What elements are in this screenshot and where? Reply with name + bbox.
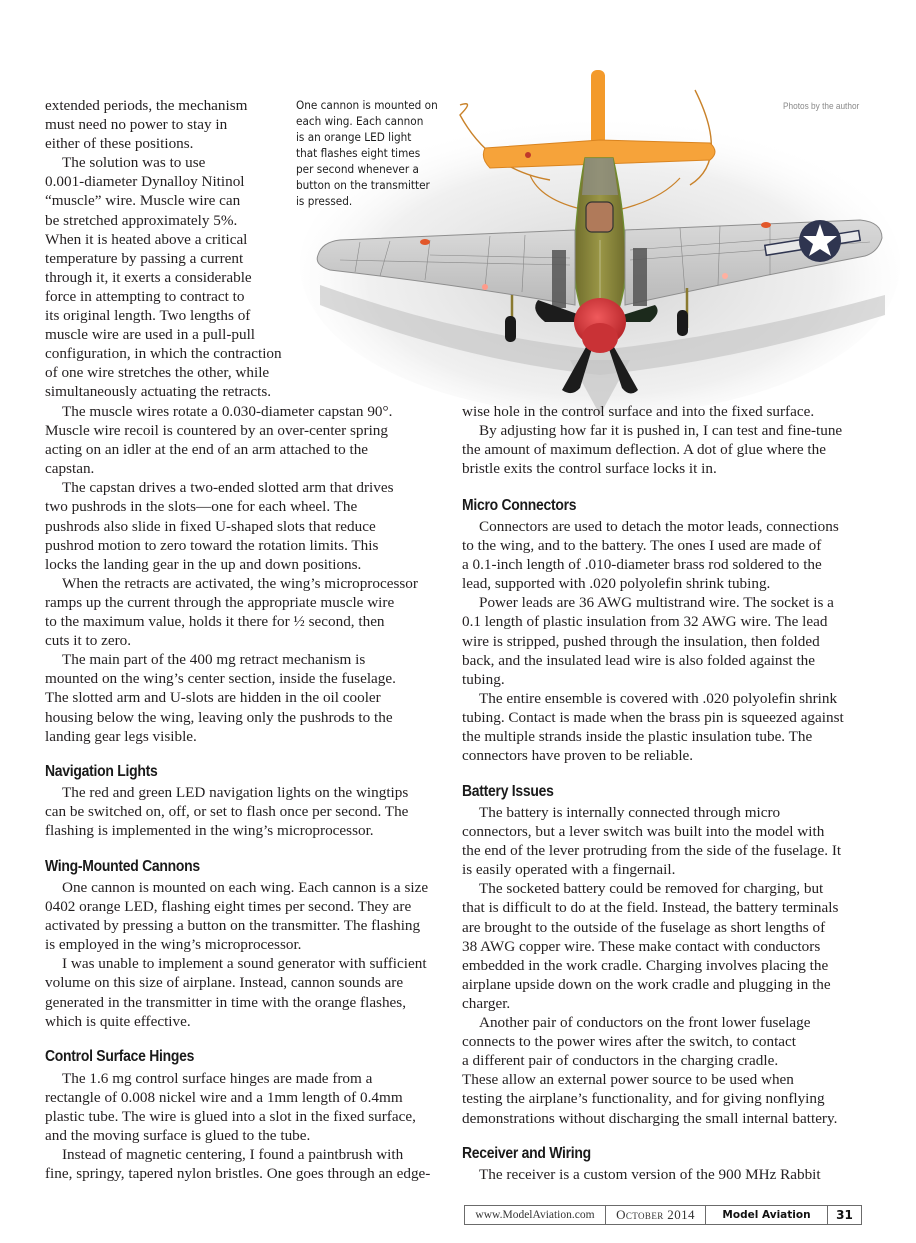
text-line: 0.1 length of plastic insulation from 32 AWG wire. The lead <box>462 613 828 631</box>
text-line: The 1.6 mg control surface hinges are made from a <box>62 1070 373 1087</box>
page-footer <box>464 1205 862 1225</box>
text-line: is easily operated with a fingernail. <box>462 861 676 879</box>
text-line: to the wing, and to the battery. The ones I used are made of <box>462 537 822 555</box>
text-line: When it is heated above a critical <box>45 230 248 248</box>
text-line: Power leads are 36 AWG multistrand wire. The socket is a <box>479 594 834 612</box>
text-line: The slotted arm and U-slots are hidden in the oil cooler <box>45 689 381 707</box>
text-line: generated in the transmitter in time with the orange flashes, <box>45 993 407 1011</box>
text-line: wire is stripped, pushed through the insulation, then folded <box>462 632 820 650</box>
text-line: a 0.1-inch length of .010-diameter brass rod soldered to the <box>462 556 822 574</box>
text-line: plastic tube. The wire is glued into a slot in the fixed surface, <box>45 1108 416 1126</box>
text-line: the end of the lever protruding from the side of the fuselage. It <box>462 842 842 860</box>
text-line: capstan. <box>45 460 95 478</box>
battery-issues-text <box>462 803 841 1128</box>
photo-credit: Photos by the author <box>783 101 860 111</box>
section-heading-receiver-and-wiring: Receiver and Wiring <box>462 1145 591 1162</box>
text-line: and the moving surface is glued to the tube. <box>45 1127 311 1145</box>
section-heading-micro-connectors: Micro Connectors <box>462 497 577 514</box>
text-line: must need no power to stay in <box>45 116 228 134</box>
text-line: tubing. Contact is made when the brass pin is squeezed against <box>462 708 844 726</box>
text-line: charger. <box>462 994 511 1012</box>
text-line: through it, it exerts a considerable <box>45 268 252 286</box>
right-wheel <box>677 310 688 336</box>
wing-cannons-text <box>45 878 428 1031</box>
retract-text <box>45 402 418 746</box>
footer-page-number: 31 <box>836 1208 853 1222</box>
cockpit-canopy <box>586 202 613 232</box>
footer-website-link[interactable]: www.ModelAviation.com <box>465 1206 606 1224</box>
left-wheel <box>505 316 516 342</box>
text-line: back, and the insulated lead wire is also folded against the <box>462 651 815 669</box>
text-line: The red and green LED navigation lights on the wingtips <box>62 784 409 801</box>
caption-line: each wing. Each cannon <box>296 114 424 128</box>
text-line: muscle wire are used in a pull-pull <box>45 326 256 344</box>
text-line: its original length. Two lengths of <box>45 307 251 325</box>
text-line: testing the airplane’s functionality, and for giving nonflying <box>462 1090 825 1108</box>
text-line: These allow an external power source to be used when <box>462 1071 794 1089</box>
text-line: activated by pressing a button on the transmitter. The flashing <box>45 917 421 935</box>
text-line: The entire ensemble is covered with .020 polyolefin shrink <box>479 689 838 707</box>
nav-light-left <box>482 284 488 290</box>
text-line: extended periods, the mechanism <box>45 97 248 114</box>
text-line: volume on this size of airplane. Instead, cannon sounds are <box>45 974 404 992</box>
text-line: two pushrods in the slots—one for each wheel. The <box>45 498 358 516</box>
text-line: Instead of magnetic centering, I found a paintbrush with <box>62 1146 404 1164</box>
text-line: connectors have proven to be reliable. <box>462 747 694 765</box>
caption-line: button on the transmitter <box>296 178 430 192</box>
text-line: One cannon is mounted on each wing. Each cannon is a size <box>62 879 429 896</box>
text-line: lead, supported with .020 polyolefin shrink tubing. <box>462 575 771 593</box>
cannon-led-left <box>420 239 430 245</box>
text-line: of one wire stretches the other, while <box>45 364 270 382</box>
text-line: By adjusting how far it is pushed in, I can test and fine-tune <box>479 422 843 440</box>
text-line: “muscle” wire. Muscle wire can <box>45 192 241 210</box>
text-line: connects to the power wires after the switch, to contact <box>462 1033 797 1051</box>
text-line: airplane upside down on the work cradle and plugging in the <box>462 975 831 993</box>
footer-magazine-name: Model Aviation <box>706 1206 828 1224</box>
text-line: rectangle of 0.008 nickel wire and a 1mm length of 0.4mm <box>45 1089 403 1107</box>
text-line: tubing. <box>462 670 505 688</box>
text-line: bristle exits the control surface locks it in. <box>462 460 717 478</box>
text-line: The capstan drives a two-ended slotted arm that drives <box>62 479 394 497</box>
hinges-text <box>45 1069 430 1184</box>
text-line: fine, springy, tapered nylon bristles. One goes through an edge- <box>45 1165 431 1183</box>
text-line: can be switched on, off, or set to flash once per second. The <box>45 803 409 821</box>
text-line: is employed in the wing’s microprocessor. <box>45 936 302 954</box>
text-line: ramps up the current through the appropriate muscle wire <box>45 593 395 611</box>
navigation-lights-text <box>45 783 408 840</box>
nav-light-right <box>722 273 728 279</box>
text-line: flashing is implemented in the wing’s microprocessor. <box>45 822 374 840</box>
text-line: I was unable to implement a sound generator with sufficient <box>62 955 427 973</box>
text-line: force in attempting to contract to <box>45 287 245 305</box>
section-heading-navigation-lights: Navigation Lights <box>45 763 158 780</box>
text-line: embedded in the work cradle. Charging involves placing the <box>462 956 829 974</box>
hinges-continued-text <box>462 402 842 478</box>
text-line: wise hole in the control surface and into the fixed surface. <box>462 403 815 420</box>
caption-line: that flashes eight times <box>296 146 421 160</box>
caption-line: One cannon is mounted on <box>296 98 438 112</box>
text-line: to the maximum value, holds it there for ½ second, then <box>45 613 385 631</box>
text-line: 38 AWG copper wire. These make contact with conductors <box>462 937 821 955</box>
text-line: The solution was to use <box>62 154 206 172</box>
text-line: a different pair of conductors in the charging cradle. <box>462 1052 779 1070</box>
text-line: temperature by passing a current <box>45 249 244 267</box>
text-line: When the retracts are activated, the wing’s microprocessor <box>62 574 418 592</box>
text-line: the amount of maximum deflection. A dot of glue where the <box>462 441 826 459</box>
text-line: landing gear legs visible. <box>45 727 197 745</box>
text-line: pushrods also slide in fixed U-shaped slots that reduce <box>45 517 376 535</box>
text-line: Connectors are used to detach the motor leads, connections <box>479 518 839 535</box>
receiver-text <box>462 1165 821 1184</box>
text-line: the multiple strands inside the plastic insulation tube. The <box>462 728 813 746</box>
photo-caption <box>296 97 438 209</box>
text-line: pushrod motion to zero toward the rotation limits. This <box>45 536 379 554</box>
intro-text <box>45 96 282 402</box>
text-line: which is quite effective. <box>45 1012 191 1030</box>
text-line: The receiver is a custom version of the 900 MHz Rabbit <box>479 1166 821 1183</box>
text-line: Another pair of conductors on the front lower fuselage <box>479 1014 811 1032</box>
text-line: cuts it to zero. <box>45 632 132 650</box>
caption-line: is pressed. <box>296 194 353 208</box>
text-line: The main part of the 400 mg retract mechanism is <box>62 651 366 669</box>
text-line: Muscle wire recoil is countered by an over-center spring <box>45 422 388 440</box>
text-line: demonstrations without discharging the small internal battery. <box>462 1109 838 1127</box>
caption-line: is an orange LED light <box>296 130 412 144</box>
section-heading-battery-issues: Battery Issues <box>462 783 554 800</box>
caption-line: per second whenever a <box>296 162 419 176</box>
text-line: are brought to the outside of the fuselage as short lengths of <box>462 918 826 936</box>
text-line: acting on an idler at the end of an arm attached to the <box>45 441 369 459</box>
text-line: The battery is internally connected through micro <box>479 804 781 821</box>
text-line: The socketed battery could be removed for charging, but <box>479 880 824 898</box>
text-line: 0.001-diameter Dynalloy Nitinol <box>45 173 245 191</box>
text-line: The muscle wires rotate a 0.030-diameter capstan 90°. <box>62 403 393 420</box>
cannon-led-right <box>761 222 771 228</box>
text-line: housing below the wing, leaving only the pushrods to the <box>45 708 393 726</box>
section-heading-control-surface-hinges: Control Surface Hinges <box>45 1048 195 1065</box>
text-line: either of these positions. <box>45 135 194 153</box>
section-heading-wing-mounted-cannons: Wing-Mounted Cannons <box>45 858 200 875</box>
text-line: 0402 orange LED, flashing eight times per second. They are <box>45 898 412 916</box>
text-line: be stretched approximately 5%. <box>45 211 238 229</box>
text-line: locks the landing gear in the up and down positions. <box>45 555 362 573</box>
micro-connectors-text <box>462 517 844 765</box>
text-line: mounted on the wing’s center section, inside the fuselage. <box>45 670 396 688</box>
text-line: configuration, in which the contraction <box>45 345 282 363</box>
text-line: that is difficult to do at the field. Instead, the battery terminals <box>462 899 839 917</box>
text-line: connectors, but a lever switch was built into the model with <box>462 823 825 841</box>
footer-issue-date: October 2014 <box>606 1206 706 1224</box>
text-line: simultaneously actuating the retracts. <box>45 383 272 401</box>
